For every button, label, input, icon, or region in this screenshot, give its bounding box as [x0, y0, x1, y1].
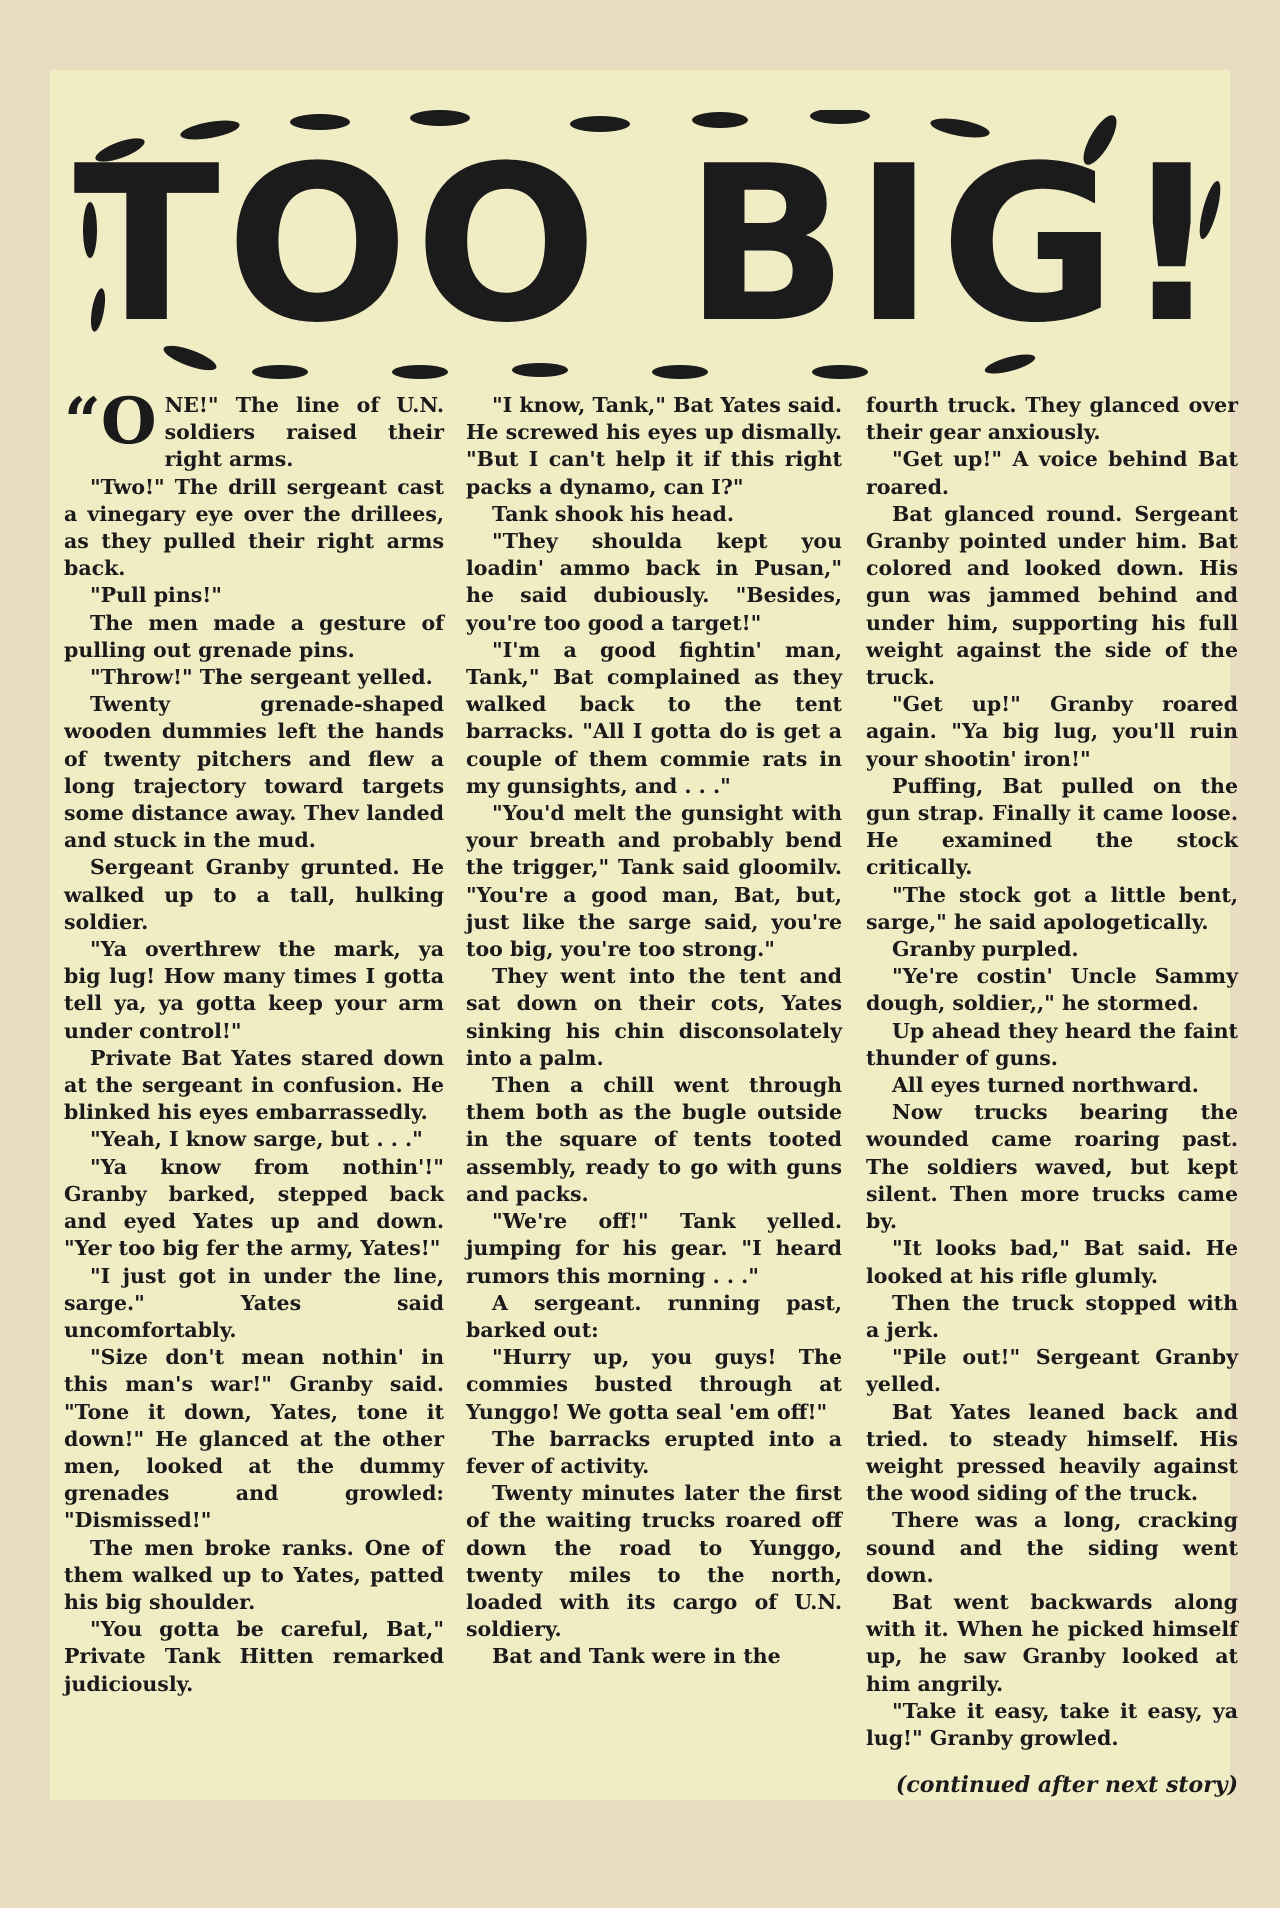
opening-paragraph — [64, 384, 444, 474]
paragraph: Bat went backwards along with it. When he picked himself up, he saw Granby looked at him angrily. — [866, 1589, 1238, 1696]
paragraph: "Hurry up, you guys! The commies busted through at Yunggo! We gotta seal 'em off!" — [466, 1345, 842, 1424]
paragraph: There was a long, cracking sound and the siding went down. — [866, 1508, 1238, 1587]
drop-cap — [64, 384, 157, 459]
paragraph: "Get up!" Granby roared again. "Ya big lug, you'll ruin your shootin' iron!" — [866, 692, 1238, 771]
paragraph: "Get up!" A voice behind Bat roared. — [866, 447, 1238, 499]
continued-note: (continued after next story) — [895, 1772, 1238, 1798]
paragraph: "Pull pins!" — [90, 583, 222, 608]
title-block — [60, 110, 1240, 380]
paragraph: Bat Yates leaned back and tried. to steady himself. His weight pressed heavily against the wood siding of the truck. — [866, 1399, 1238, 1506]
paragraph: "Ya overthrew the mark, ya big lug! How many times I gotta tell ya, ya gotta keep your arm under control!" — [64, 937, 444, 1043]
paragraph: Tank shook his head. — [492, 501, 735, 526]
paragraph: "I just got in under the line, sarge." Yates said uncomfortably. — [64, 1263, 444, 1342]
paragraph: Then the truck stopped with a jerk. — [866, 1290, 1238, 1342]
paragraph: The barracks erupted into a fever of activity. — [466, 1426, 842, 1478]
paragraph: "We're off!" Tank yelled. jumping for his gear. "I heard rumors this morning . . ." — [466, 1209, 842, 1288]
paragraph: Twenty minutes later the first of the waiting trucks roared off down the road to Yunggo, twenty miles to the north, loaded with its cargo of U.N. soldiery. — [466, 1481, 842, 1642]
paragraph: Up ahead they heard the faint thunder of guns. — [866, 1018, 1238, 1070]
paragraph: "Take it easy, take it easy, ya lug!" Granby growled. — [866, 1698, 1238, 1750]
paragraph: "Throw!" The sergeant yelled. — [90, 665, 433, 690]
opening-quote: “ — [64, 384, 101, 459]
paragraph: "Ya know from nothin'!" Granby barked, stepped back and eyed Yates up and down. "Yer too big fer the army, Yates!" — [64, 1154, 444, 1261]
paragraph: The men made a gesture of pulling out grenade pins. — [64, 610, 444, 662]
paragraph: "Size don't mean nothin' in this man's war!" Granby said. "Tone it down, Yates, tone it down!" He glanced at the other men, looked at the dummy grenades and growled: "Dismissed!" — [64, 1345, 444, 1533]
paragraph: "Pile out!" Sergeant Granby yelled. — [866, 1345, 1238, 1397]
paragraph: All eyes turned northward. — [892, 1073, 1199, 1098]
paragraph: Granby purpled. — [892, 937, 1079, 962]
paragraph: Sergeant Granby grunted. He walked up to a tall, hulking soldier. — [64, 855, 444, 934]
paragraph: Twenty grenade-shaped wooden dummies left the hands of twenty pitchers and flew a long trajectory toward targets some distance away. Thev landed and stuck in the mud. — [64, 692, 444, 853]
paragraph: "Ye're costin' Uncle Sammy dough, soldier,," he stormed. — [866, 964, 1238, 1016]
paragraph: Then a chill went through them both as the bugle outside in the square of tents tooted assembly, ready to go with guns and packs. — [466, 1073, 842, 1206]
paragraph-text: NE!" The line of U.N. soldiers raised their right arms. — [164, 393, 444, 472]
paragraph: Now trucks bearing the wounded came roaring past. The soldiers waved, but kept silent. Then more trucks came by. — [866, 1100, 1238, 1234]
paragraph: Private Bat Yates stared down at the sergeant in confusion. He blinked his eyes embarrassedly. — [64, 1045, 444, 1125]
paragraph: "They shoulda kept you loadin' ammo back in Pusan," he said dubiously. "Besides, you're too good a target!" — [466, 529, 842, 635]
text-column-3 — [866, 392, 1238, 1752]
paragraph: A sergeant. running past, barked out: — [466, 1290, 842, 1342]
paragraph: fourth truck. They glanced over their gear anxiously. — [866, 393, 1238, 445]
paragraph: "Yeah, I know sarge, but . . ." — [90, 1127, 423, 1152]
story-title: TOO BIG! — [73, 119, 1227, 370]
paragraph: They went into the tent and sat down on their cots, Yates sinking his chin disconsolately into a palm. — [466, 964, 842, 1070]
paragraph: "You gotta be careful, Bat," Private Tank Hitten remarked judiciously. — [64, 1617, 444, 1696]
paragraph: "I'm a good fightin' man, Tank," Bat complained as they walked back to the tent barracks. "All I gotta do is get a couple of them commie rats in my gunsights, and . . ." — [466, 637, 842, 798]
paragraph: The men broke ranks. One of them walked up to Yates, patted his big shoulder. — [64, 1535, 444, 1614]
paragraph: "You'd melt the gunsight with your breath and probably bend the trigger," Tank said gloomilv. "You're a good man, Bat, but, just like the sarge said, you're too big, you're too strong." — [466, 801, 842, 962]
paragraph: Bat and Tank were in the — [492, 1644, 781, 1669]
paragraph: "The stock got a little bent, sarge," he said apologetically. — [866, 882, 1238, 934]
paragraph: Bat glanced round. Sergeant Granby pointed under him. Bat colored and looked down. His gun was jammed behind and under him, supporting his full weight against the side of the truck. — [866, 501, 1238, 690]
paragraph: "It looks bad," Bat said. He looked at his rifle glumly. — [866, 1236, 1238, 1288]
paragraph: "Two!" The drill sergeant cast a vinegary eye over the drillees, as they pulled their right arms back. — [64, 474, 444, 581]
text-column-1 — [64, 384, 444, 1698]
drop-cap-letter: O — [100, 384, 157, 459]
paragraph: "I know, Tank," Bat Yates said. He screwed his eyes up dismally. "But I can't help it if this right packs a dynamo, can I?" — [466, 393, 842, 499]
text-column-2 — [466, 392, 842, 1671]
paragraph: Puffing, Bat pulled on the gun strap. Finally it came loose. He examined the stock critically. — [866, 773, 1238, 880]
